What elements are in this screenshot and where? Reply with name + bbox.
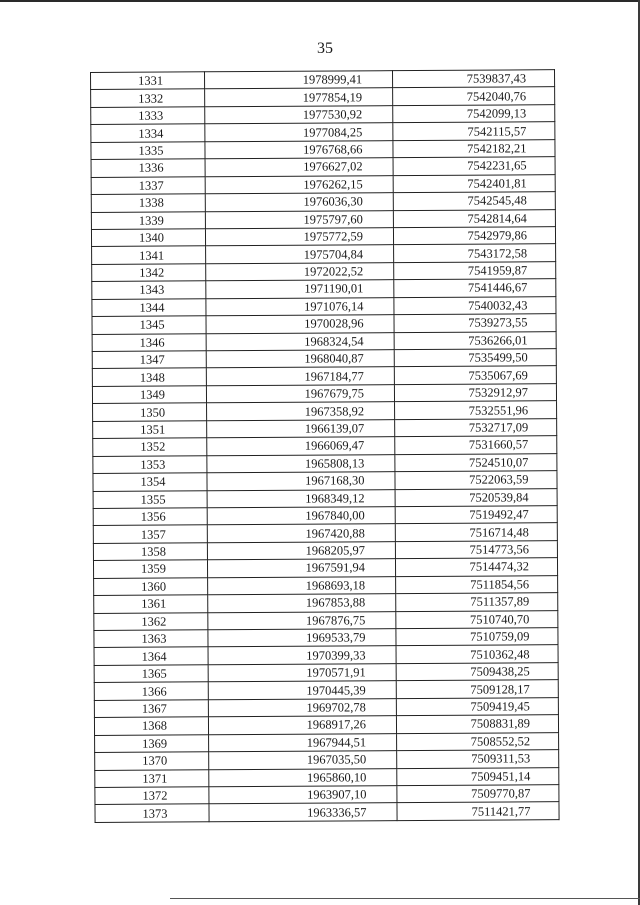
y-coordinate-cell: 7511854,56	[396, 575, 558, 593]
coordinates-table-body	[91, 70, 560, 823]
point-number-cell: 1362	[94, 612, 208, 630]
x-coordinate-cell: 1963336,57	[209, 803, 397, 822]
x-coordinate-cell: 1967679,75	[206, 385, 394, 404]
point-number-cell: 1352	[93, 438, 207, 456]
point-number-cell: 1359	[93, 560, 207, 578]
point-number-cell: 1365	[94, 665, 208, 683]
y-coordinate-cell: 7531660,57	[395, 436, 557, 454]
y-coordinate-cell: 7532551,96	[395, 401, 557, 419]
point-number-cell: 1353	[93, 455, 207, 473]
point-number-cell: 1336	[91, 159, 205, 177]
y-coordinate-cell: 7541446,67	[394, 279, 556, 297]
scan-edge-bottom	[170, 898, 640, 899]
y-coordinate-cell: 7508552,52	[397, 732, 559, 750]
point-number-cell: 1332	[91, 89, 205, 107]
point-number-cell: 1344	[92, 298, 206, 316]
x-coordinate-cell: 1976262,15	[205, 175, 393, 194]
x-coordinate-cell: 1971076,14	[206, 297, 394, 316]
point-number-cell: 1349	[92, 386, 206, 404]
x-coordinate-cell: 1967184,77	[206, 367, 394, 386]
x-coordinate-cell: 1967035,50	[209, 751, 397, 770]
y-coordinate-cell: 7539273,55	[394, 314, 556, 332]
x-coordinate-cell: 1970445,39	[208, 681, 396, 700]
coordinates-table	[90, 69, 560, 823]
x-coordinate-cell: 1967591,94	[207, 559, 395, 578]
point-number-cell: 1358	[93, 543, 207, 561]
x-coordinate-cell: 1968205,97	[207, 541, 395, 560]
table-row	[95, 802, 559, 822]
x-coordinate-cell: 1968324,54	[206, 332, 394, 351]
x-coordinate-cell: 1970028,96	[206, 315, 394, 334]
y-coordinate-cell: 7510740,70	[396, 610, 558, 628]
x-coordinate-cell: 1968917,26	[208, 716, 396, 735]
x-coordinate-cell: 1976768,66	[205, 140, 393, 159]
point-number-cell: 1364	[94, 647, 208, 665]
y-coordinate-cell: 7542979,86	[393, 227, 555, 245]
point-number-cell: 1355	[93, 490, 207, 508]
point-number-cell: 1333	[91, 107, 205, 125]
point-number-cell: 1347	[92, 351, 206, 369]
y-coordinate-cell: 7539837,43	[392, 70, 554, 88]
y-coordinate-cell: 7508831,89	[396, 715, 558, 733]
x-coordinate-cell: 1977084,25	[205, 123, 393, 142]
y-coordinate-cell: 7520539,84	[395, 488, 557, 506]
point-number-cell: 1337	[91, 176, 205, 194]
x-coordinate-cell: 1965860,10	[209, 768, 397, 787]
y-coordinate-cell: 7542099,13	[393, 105, 555, 123]
y-coordinate-cell: 7543172,58	[394, 244, 556, 262]
x-coordinate-cell: 1975772,59	[205, 228, 393, 247]
y-coordinate-cell: 7511421,77	[397, 802, 559, 820]
y-coordinate-cell: 7542814,64	[393, 209, 555, 227]
y-coordinate-cell: 7510759,09	[396, 628, 558, 646]
x-coordinate-cell: 1968349,12	[207, 489, 395, 508]
point-number-cell: 1342	[92, 264, 206, 282]
point-number-cell: 1334	[91, 124, 205, 142]
x-coordinate-cell: 1965808,13	[207, 454, 395, 473]
x-coordinate-cell: 1967168,30	[207, 472, 395, 491]
x-coordinate-cell: 1970571,91	[208, 664, 396, 683]
y-coordinate-cell: 7522063,59	[395, 471, 557, 489]
scan-edge-top	[0, 0, 640, 2]
point-number-cell: 1354	[93, 473, 207, 491]
x-coordinate-cell: 1975797,60	[205, 210, 393, 229]
y-coordinate-cell: 7532717,09	[395, 418, 557, 436]
y-coordinate-cell: 7541959,87	[394, 261, 556, 279]
point-number-cell: 1339	[91, 211, 205, 229]
point-number-cell: 1360	[94, 577, 208, 595]
x-coordinate-cell: 1969702,78	[208, 698, 396, 717]
point-number-cell: 1356	[93, 508, 207, 526]
point-number-cell: 1340	[91, 229, 205, 247]
point-number-cell: 1341	[92, 246, 206, 264]
x-coordinate-cell: 1975704,84	[206, 245, 394, 264]
point-number-cell: 1363	[94, 630, 208, 648]
x-coordinate-cell: 1970399,33	[208, 646, 396, 665]
y-coordinate-cell: 7542545,48	[393, 192, 555, 210]
y-coordinate-cell: 7524510,07	[395, 453, 557, 471]
point-number-cell: 1331	[91, 72, 205, 90]
point-number-cell: 1348	[92, 368, 206, 386]
y-coordinate-cell: 7509451,14	[397, 767, 559, 785]
x-coordinate-cell: 1971190,01	[206, 280, 394, 299]
point-number-cell: 1343	[92, 281, 206, 299]
point-number-cell: 1357	[93, 525, 207, 543]
x-coordinate-cell: 1976036,30	[205, 193, 393, 212]
y-coordinate-cell: 7542115,57	[393, 122, 555, 140]
y-coordinate-cell: 7519492,47	[395, 506, 557, 524]
x-coordinate-cell: 1968693,18	[208, 576, 396, 595]
x-coordinate-cell: 1966139,07	[207, 419, 395, 438]
x-coordinate-cell: 1967944,51	[209, 733, 397, 752]
point-number-cell: 1371	[95, 769, 209, 787]
y-coordinate-cell: 7542231,65	[393, 157, 555, 175]
x-coordinate-cell: 1976627,02	[205, 158, 393, 177]
y-coordinate-cell: 7510362,48	[396, 645, 558, 663]
point-number-cell: 1367	[94, 700, 208, 718]
x-coordinate-cell: 1967358,92	[207, 402, 395, 421]
y-coordinate-cell: 7542040,76	[393, 87, 555, 105]
point-number-cell: 1368	[94, 717, 208, 735]
point-number-cell: 1366	[94, 682, 208, 700]
x-coordinate-cell: 1967420,88	[207, 524, 395, 543]
point-number-cell: 1338	[91, 194, 205, 212]
point-number-cell: 1361	[94, 595, 208, 613]
x-coordinate-cell: 1967840,00	[207, 507, 395, 526]
x-coordinate-cell: 1969533,79	[208, 629, 396, 648]
point-number-cell: 1369	[95, 734, 209, 752]
point-number-cell: 1370	[95, 752, 209, 770]
y-coordinate-cell: 7542182,21	[393, 139, 555, 157]
x-coordinate-cell: 1968040,87	[206, 350, 394, 369]
y-coordinate-cell: 7514773,56	[395, 540, 557, 558]
y-coordinate-cell: 7509438,25	[396, 663, 558, 681]
y-coordinate-cell: 7542401,81	[393, 174, 555, 192]
point-number-cell: 1373	[95, 804, 209, 822]
y-coordinate-cell: 7535067,69	[394, 366, 556, 384]
x-coordinate-cell: 1977854,19	[205, 88, 393, 107]
x-coordinate-cell: 1963907,10	[209, 786, 397, 805]
point-number-cell: 1335	[91, 142, 205, 160]
y-coordinate-cell: 7509419,45	[396, 697, 558, 715]
y-coordinate-cell: 7535499,50	[394, 349, 556, 367]
page-number: 35	[317, 40, 333, 57]
y-coordinate-cell: 7511357,89	[396, 593, 558, 611]
x-coordinate-cell: 1978999,41	[205, 71, 393, 90]
y-coordinate-cell: 7536266,01	[394, 331, 556, 349]
y-coordinate-cell: 7509311,53	[397, 750, 559, 768]
x-coordinate-cell: 1966069,47	[207, 437, 395, 456]
y-coordinate-cell: 7509770,87	[397, 785, 559, 803]
y-coordinate-cell: 7516714,48	[395, 523, 557, 541]
point-number-cell: 1346	[92, 333, 206, 351]
x-coordinate-cell: 1967853,88	[208, 594, 396, 613]
point-number-cell: 1345	[92, 316, 206, 334]
y-coordinate-cell: 7532912,97	[394, 384, 556, 402]
point-number-cell: 1350	[93, 403, 207, 421]
x-coordinate-cell: 1972022,52	[206, 262, 394, 281]
point-number-cell: 1351	[93, 421, 207, 439]
point-number-cell: 1372	[95, 787, 209, 805]
x-coordinate-cell: 1977530,92	[205, 106, 393, 125]
y-coordinate-cell: 7509128,17	[396, 680, 558, 698]
y-coordinate-cell: 7514474,32	[395, 558, 557, 576]
x-coordinate-cell: 1967876,75	[208, 611, 396, 630]
y-coordinate-cell: 7540032,43	[394, 296, 556, 314]
